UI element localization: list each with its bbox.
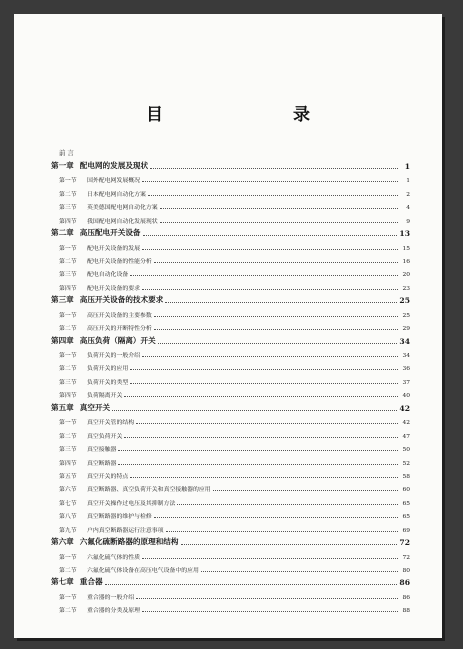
toc-entry-number: 第三节 (59, 205, 77, 212)
toc-entry-label: 真空负荷开关 (87, 433, 123, 440)
toc-entry-label: 真空断路器的维护与检修 (87, 514, 152, 521)
dot-leader (177, 503, 398, 505)
toc-entry-page-number: 65 (402, 500, 410, 507)
dot-leader (166, 530, 398, 532)
toc-entry-section (51, 520, 410, 533)
toc-entry-page-number: 34 (402, 353, 410, 359)
dot-leader (165, 301, 397, 303)
toc-entry-chapter (51, 534, 410, 547)
toc-entry-page-number: 34 (399, 336, 410, 346)
dot-leader (142, 610, 398, 612)
toc-entry-number: 第一节 (59, 178, 77, 185)
toc-entry-number: 第五节 (59, 473, 77, 480)
toc-entry-label: 高压负荷（隔离）开关 (79, 335, 156, 345)
dot-leader (154, 261, 398, 263)
toc-entry-label: 真空开关管的结构 (87, 420, 135, 427)
toc-entry-section (51, 372, 410, 385)
toc-entry-preface (51, 144, 410, 157)
toc-entry-section (51, 346, 410, 359)
toc-entry-chapter (51, 399, 410, 412)
toc-entry-section (51, 265, 410, 278)
toc-entry-page-number: 1 (406, 178, 410, 185)
dot-leader (142, 180, 398, 182)
toc-entry-number: 第三节 (59, 379, 77, 386)
toc-entry-section (51, 547, 410, 560)
toc-entry-label: 负荷开关的应用 (87, 366, 129, 373)
toc-entry-section (51, 211, 410, 224)
toc-entry-section (51, 601, 410, 614)
toc-entry-number: 第一节 (59, 245, 77, 252)
toc-entry-number: 第三节 (59, 272, 77, 279)
toc-entry-label: 负荷开关的一般介绍 (87, 353, 141, 359)
dot-leader (130, 476, 398, 478)
toc-entry-number: 第一节 (59, 420, 77, 427)
toc-entry-page-number: 86 (399, 578, 410, 588)
toc-entry-number: 第一节 (59, 312, 77, 319)
toc-entry-section (51, 587, 410, 600)
toc-entry-page-number: 1 (404, 161, 410, 171)
dot-leader (118, 463, 398, 465)
toc-entry-label: 我国配电网自动化发展现状 (87, 218, 158, 225)
page-title: 目 录 (146, 105, 372, 125)
dot-leader (142, 557, 398, 559)
toc-entry-number: 第四节 (59, 285, 77, 292)
dot-leader (142, 355, 398, 357)
toc-entry-section (51, 440, 410, 453)
dot-leader (130, 368, 398, 370)
toc-entry-page-number: 37 (402, 379, 410, 386)
toc-entry-number: 第四节 (59, 218, 77, 225)
toc-entry-page-number: 23 (402, 285, 410, 292)
toc-entry-label: 配电开关设备的性能分析 (87, 258, 152, 265)
toc-entry-number: 第七节 (59, 500, 77, 507)
toc-entry-page-number: 2 (406, 191, 410, 198)
toc-entry-number: 第六节 (59, 487, 77, 494)
toc-entry-number: 第二节 (59, 326, 77, 333)
toc-entry-number: 第二章 (51, 228, 74, 238)
toc-entry-page-number: 42 (402, 420, 410, 427)
toc-entry-page-number: 72 (402, 554, 410, 561)
toc-entry-page-number: 52 (402, 460, 410, 467)
dot-leader (154, 516, 398, 518)
toc-entry-number: 第二节 (59, 568, 77, 574)
toc-entry-label: 重合器的分类及原理 (87, 608, 141, 615)
toc-entry-label: 六氟化硫气体的性质 (87, 554, 141, 561)
dot-leader (213, 489, 398, 491)
toc-entry-number: 第一章 (51, 160, 74, 170)
toc-entry-label: 高压开关的开断特性分析 (87, 326, 152, 333)
dot-leader (142, 248, 398, 250)
toc-entry-number: 第二节 (59, 258, 77, 265)
toc-entry-label: 日本配电网自动化方案 (87, 191, 146, 198)
toc-entry-chapter (51, 157, 410, 170)
toc-entry-number: 第五章 (51, 402, 74, 412)
dot-leader (124, 436, 398, 438)
toc-entry-label: 高压配电开关设备 (79, 228, 141, 238)
dot-leader (105, 583, 398, 585)
dot-leader (130, 382, 398, 384)
toc-entry-label: 重合器 (79, 577, 103, 587)
dot-leader (160, 207, 398, 209)
toc-entry-number: 第二节 (59, 191, 77, 198)
toc-entry-section (51, 413, 410, 426)
toc-entry-section (51, 198, 410, 211)
toc-entry-section (51, 467, 410, 480)
toc-entry-page-number: 69 (402, 527, 410, 534)
toc-entry-label: 负荷开关的类型 (87, 379, 129, 386)
toc-entry-number: 第八节 (59, 514, 77, 521)
toc-entry-number: 第四章 (51, 335, 74, 345)
toc-entry-label: 高压开关设备的技术要求 (79, 295, 164, 305)
toc-entry-number: 第一节 (59, 554, 77, 561)
toc-entry-label: 六氟化硫气体设备在高压电气设备中的应用 (87, 568, 199, 574)
toc-entry-page-number: 25 (399, 296, 410, 306)
toc-entry-page-number: 60 (402, 487, 410, 494)
dot-leader (160, 221, 398, 223)
toc-entry-label: 真空接触器 (87, 447, 117, 454)
toc-entry-page-number: 80 (402, 568, 410, 574)
toc-entry-number: 第三章 (51, 295, 74, 305)
toc-entry-page-number: 65 (402, 514, 410, 521)
toc-entry-page-number: 29 (402, 326, 410, 333)
dot-leader (142, 288, 398, 290)
toc-entry-label: 配电开关设备的要求 (87, 285, 141, 292)
dot-leader (154, 315, 398, 317)
toc-entry-section (51, 480, 410, 493)
toc-entry-label: 重合器的一般介绍 (87, 594, 135, 601)
dot-leader (158, 342, 398, 344)
toc-entry-section (51, 238, 410, 251)
toc-entry-label: 真空开关 (79, 402, 111, 412)
toc-entry-chapter (51, 225, 410, 238)
toc-entry-page-number: 58 (402, 473, 410, 480)
toc-entry-number: 第七章 (51, 577, 74, 587)
toc-entry-number: 第一节 (59, 594, 77, 601)
toc-entry-label: 配电网的发展及现状 (79, 160, 149, 170)
toc-entry-section (51, 359, 410, 372)
toc-entry-label: 负荷隔离开关 (87, 393, 123, 400)
toc-entry-page-number: 86 (402, 594, 410, 601)
toc-entry-section (51, 426, 410, 439)
toc-entry-label: 英美德国配电网自动化方案 (87, 205, 158, 212)
toc-entry-section (51, 252, 410, 265)
toc-entry-section (51, 319, 410, 332)
toc-entry-page-number: 9 (406, 218, 410, 225)
toc-entry-page-number: 88 (402, 608, 410, 615)
toc-entry-page-number: 25 (402, 312, 410, 319)
dot-leader (124, 395, 398, 397)
dot-leader (143, 234, 398, 236)
dot-leader (136, 597, 398, 599)
toc-entry-label: 真空断路器、真空负荷开关和真空接触器的应用 (87, 487, 211, 494)
toc-entry-label: 前 言 (59, 149, 74, 158)
toc-entry-label: 六氟化硫断路器的原理和结构 (79, 537, 179, 547)
table-of-contents (51, 144, 410, 614)
toc-entry-chapter (51, 332, 410, 345)
toc-entry-label: 真空开关操作过电压及其抑制方法 (87, 500, 176, 507)
toc-entry-number: 第二节 (59, 608, 77, 615)
toc-entry-page-number: 50 (402, 447, 410, 454)
toc-entry-section (51, 278, 410, 291)
toc-entry-page-number: 16 (402, 258, 410, 265)
toc-entry-number: 第二节 (59, 433, 77, 440)
dot-leader (201, 570, 398, 572)
toc-entry-page-number: 42 (399, 403, 410, 413)
toc-entry-label: 配电自动化设备 (87, 272, 129, 279)
toc-entry-page-number: 47 (402, 433, 410, 440)
toc-entry-chapter (51, 292, 410, 305)
toc-entry-section (51, 493, 410, 506)
dot-leader (130, 274, 398, 276)
toc-entry-number: 第四节 (59, 393, 77, 400)
toc-entry-page-number: 15 (402, 245, 410, 252)
dot-leader (136, 422, 398, 424)
toc-entry-label: 真空开关的特点 (87, 473, 129, 480)
toc-entry-section (51, 184, 410, 197)
toc-entry-number: 第一节 (59, 353, 77, 359)
dot-leader (118, 449, 398, 451)
toc-entry-label: 户内真空断路器运行注意事项 (87, 527, 164, 534)
toc-entry-section (51, 507, 410, 520)
toc-entry-page-number: 36 (402, 366, 410, 373)
toc-entry-chapter (51, 574, 410, 587)
toc-entry-number: 第九节 (59, 527, 77, 534)
toc-entry-page-number: 72 (399, 538, 410, 548)
dot-leader (148, 194, 398, 196)
toc-entry-page-number: 40 (402, 393, 410, 400)
document-page (14, 14, 442, 638)
dot-leader (150, 167, 398, 169)
dot-leader (112, 409, 397, 411)
toc-entry-label: 配电开关设备的发展 (87, 245, 141, 252)
dot-leader (181, 543, 398, 545)
toc-entry-label: 真空断路器 (87, 460, 117, 467)
toc-entry-number: 第四节 (59, 460, 77, 467)
toc-entry-page-number: 20 (402, 272, 410, 279)
toc-entry-section (51, 171, 410, 184)
toc-entry-label: 高压开关设备的主要参数 (87, 312, 152, 319)
dot-leader (154, 328, 398, 330)
toc-entry-number: 第三节 (59, 447, 77, 454)
toc-entry-section (51, 305, 410, 318)
toc-entry-section (51, 386, 410, 399)
toc-entry-section (51, 453, 410, 466)
toc-entry-label: 国外配电网发展概况 (87, 178, 141, 185)
toc-entry-number: 第二节 (59, 366, 77, 373)
toc-entry-section (51, 561, 410, 574)
toc-entry-page-number: 4 (406, 205, 410, 212)
toc-entry-number: 第六章 (51, 537, 74, 547)
toc-entry-page-number: 13 (399, 229, 410, 239)
